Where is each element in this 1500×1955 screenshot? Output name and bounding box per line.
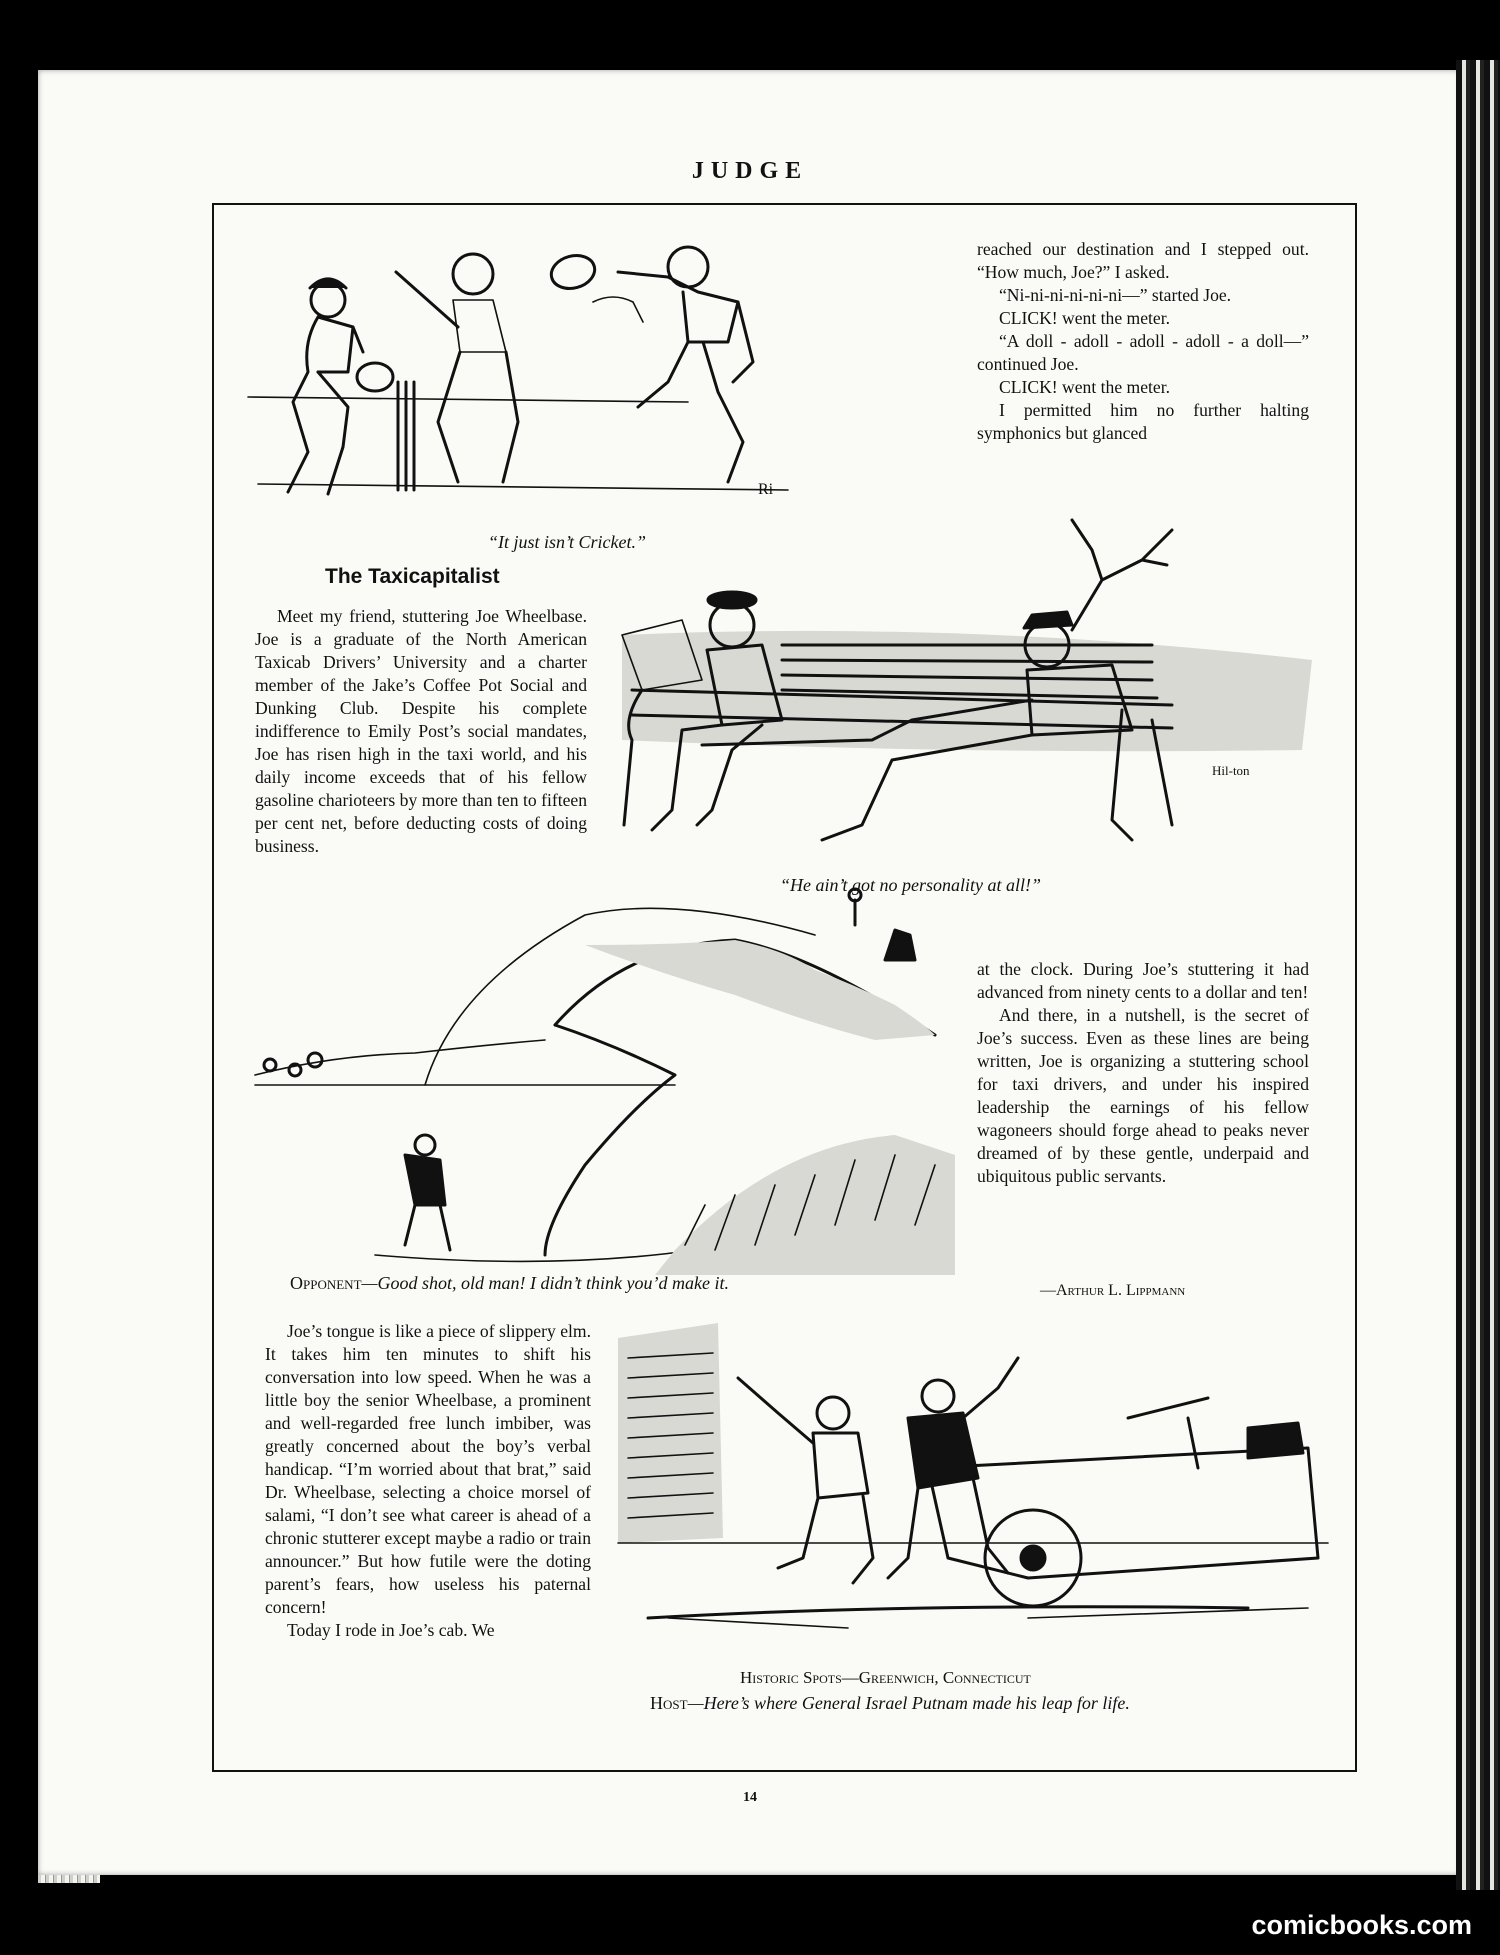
paragraph: CLICK! went the meter. — [999, 377, 1171, 397]
paragraph: CLICK! went the meter. — [999, 308, 1171, 328]
golf-caption-speaker: Opponent — [290, 1273, 362, 1293]
bench-signature: Hil-ton — [1212, 763, 1250, 778]
paragraph: I permitted him no further halting symphonics but glanced — [977, 400, 1309, 443]
page-number: 14 — [743, 1790, 757, 1805]
article-column-left-mid — [255, 605, 587, 858]
greenwich-caption-title-text: Historic Spots—Greenwich, Connecticut — [740, 1668, 1031, 1687]
greenwich-cartoon — [608, 1318, 1330, 1678]
article-column-left-bottom — [265, 1320, 591, 1642]
paragraph: Today I rode in Joe’s cab. We — [287, 1620, 495, 1640]
greenwich-caption — [650, 1692, 1290, 1715]
paragraph: Joe’s tongue is like a piece of slippery elm. It takes him ten minutes to shift his conversation into low speed. When he was a little boy the senior Wheelbase, a prominent and well-regarded free lunch imbiber, was greatly concerned about the boy’s verbal handicap. “I’m worried about that brat,” said Dr. Wheelbase, selecting a choice morsel of salami, “I don’t see what career is ahead of a chronic stutterer except maybe a radio or train announcer.” But how futile were the doting parent’s fears, how useless his paternal concern! — [265, 1321, 591, 1617]
bench-caption: “He ain’t got no personality at all!” — [780, 875, 1041, 895]
golf-caption — [290, 1273, 729, 1294]
article-column-right-top — [977, 238, 1309, 445]
bench-cartoon — [612, 520, 1324, 880]
magazine-header: JUDGE — [691, 158, 809, 184]
paragraph: at the clock. During Joe’s stuttering it had advanced from ninety cents to a dollar and ten! — [977, 959, 1309, 1002]
greenwich-caption-title — [740, 1668, 1031, 1688]
paragraph: “Ni-ni-ni-ni-ni-ni—” started Joe. — [999, 285, 1232, 305]
golf-cartoon — [255, 905, 975, 1280]
article-byline: —Arthur L. Lippmann — [1040, 1282, 1186, 1299]
paragraph: “A doll - adoll - adoll - adoll - a doll—” continued Joe. — [977, 331, 1309, 374]
greenwich-caption-speaker: Host — [650, 1693, 688, 1713]
cricket-caption: “It just isn’t Cricket.” — [488, 532, 647, 552]
article-title: The Taxicapitalist — [325, 565, 500, 588]
facing-page-edge — [1456, 60, 1500, 1890]
paragraph: reached our destination and I stepped out. “How much, Joe?” I asked. — [977, 239, 1309, 282]
golf-caption-text: —Good shot, old man! I didn’t think you’d make it. — [361, 1273, 729, 1293]
paragraph: Meet my friend, stuttering Joe Wheelbase. Joe is a graduate of the North American Taxicab Drivers’ University and a charter member of the Jake’s Coffee Pot Social and Dunking Club. Despite his complete indifference to Emily Post’s social mandates, Joe has risen high in the taxi world, and his daily income exceeds that of his fellow gasoline charioteers by more than ten to fifteen per cent net, before deducting costs of doing business. — [255, 606, 587, 856]
cricket-signature: Ri — [758, 481, 774, 498]
watermark: comicbooks.com — [1251, 1910, 1472, 1940]
paragraph: And there, in a nutshell, is the secret of Joe’s success. Even as these lines are being written, Joe is organizing a stuttering school for taxi drivers, and under his inspired leadership the earnings of his fellow wagoneers should forge ahead to peaks never dreamed of by these gentle, underpaid and ubiquitous public servants. — [977, 1005, 1309, 1186]
greenwich-caption-text: —Here’s where General Israel Putnam made his leap for life. — [687, 1693, 1130, 1713]
cricket-cartoon — [248, 232, 948, 522]
article-column-right-mid — [977, 958, 1309, 1188]
